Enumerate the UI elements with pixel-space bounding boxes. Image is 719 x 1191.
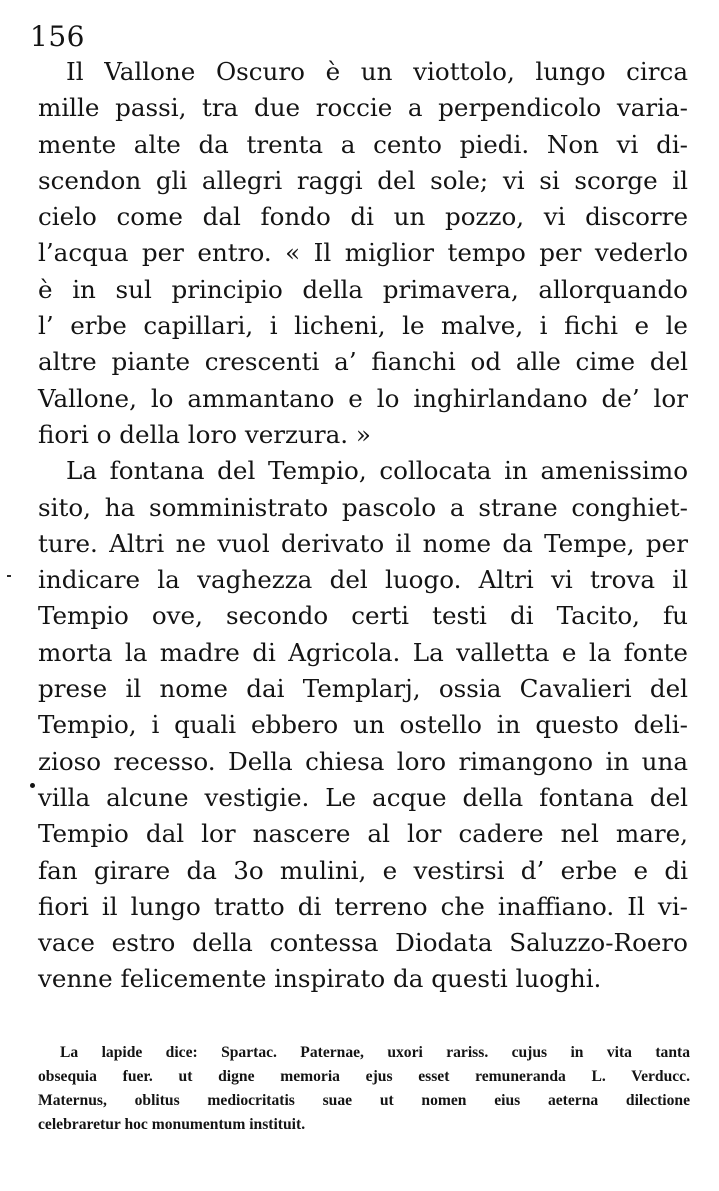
text-line: Tempio, i quali ebbero un ostello in questo deli- <box>38 710 688 740</box>
text-line: zioso recesso. Della chiesa loro rimangono in una <box>38 746 688 776</box>
text-line: vace estro della contessa Diodata Saluzzo-Roero <box>38 928 688 958</box>
text-line: venne felicemente inspirato da questi luoghi. <box>38 964 602 994</box>
footnote-line: La lapide dice: Spartac. Paternae, uxori rariss. cujus in vita tanta <box>60 1044 690 1061</box>
footnote <box>38 1041 690 1137</box>
text-line: Tempio ove, secondo certi testi di Tacito, fu <box>38 601 688 631</box>
text-line: indicare la vaghezza del luogo. Altri vi trova il <box>38 565 688 595</box>
text-line: l’ erbe capillari, i licheni, le malve, i fichi e le <box>38 311 688 341</box>
text-line: altre piante crescenti a’ fianchi od alle cime del <box>38 347 688 377</box>
text-line: morta la madre di Agricola. La valletta e la fonte <box>38 637 688 667</box>
paragraph-fontana-del-tempio <box>38 453 688 997</box>
text-line: fan girare da 3o mulini, e vestirsi d’ erbe e di <box>38 855 688 885</box>
text-line: mente alte da trenta a cento piedi. Non vi di- <box>38 129 688 159</box>
text-line: ture. Altri ne vuol derivato il nome da Tempe, per <box>38 528 688 558</box>
text-line: Vallone, lo ammantano e lo inghirlandano de’ lor <box>38 383 688 413</box>
text-line: fiori o della loro verzura. » <box>38 419 371 449</box>
text-line: Il Vallone Oscuro è un viottolo, lungo circa <box>66 57 688 86</box>
text-line: fiori il lungo tratto di terreno che inaffiano. Il vi- <box>38 891 688 921</box>
page-number: 156 <box>30 20 85 53</box>
text-line: villa alcune vestigie. Le acque della fontana del <box>38 782 688 812</box>
text-line: La fontana del Tempio, collocata in amenissimo <box>66 456 688 486</box>
paragraph-vallone-oscuro <box>38 54 688 453</box>
footnote-line: Maternus, oblitus mediocritatis suae ut nomen eius aeterna dilectione <box>38 1092 690 1109</box>
text-line: l’acqua per entro. « Il miglior tempo per vederlo <box>38 238 688 268</box>
text-line: mille passi, tra due roccie a perpendicolo varia- <box>38 93 688 123</box>
text-line: è in sul principio della primavera, allorquando <box>38 274 688 304</box>
text-line: Tempio dal lor nascere al lor cadere nel mare, <box>38 819 688 849</box>
ink-mark <box>7 575 11 577</box>
text-line: sito, ha somministrato pascolo a strane conghiet- <box>38 492 688 522</box>
body-text <box>38 54 688 998</box>
text-line: cielo come dal fondo di un pozzo, vi discorre <box>38 202 688 232</box>
ink-speck <box>30 783 35 788</box>
text-line: scendon gli allegri raggi del sole; vi si scorge il <box>38 165 688 195</box>
footnote-line: celebraretur hoc monumentum instituit. <box>38 1116 306 1133</box>
footnote-line: obsequia fuer. ut digne memoria ejus esset remuneranda L. Verducc. <box>38 1068 690 1085</box>
text-line: prese il nome dai Templarj, ossia Cavalieri del <box>38 674 688 704</box>
